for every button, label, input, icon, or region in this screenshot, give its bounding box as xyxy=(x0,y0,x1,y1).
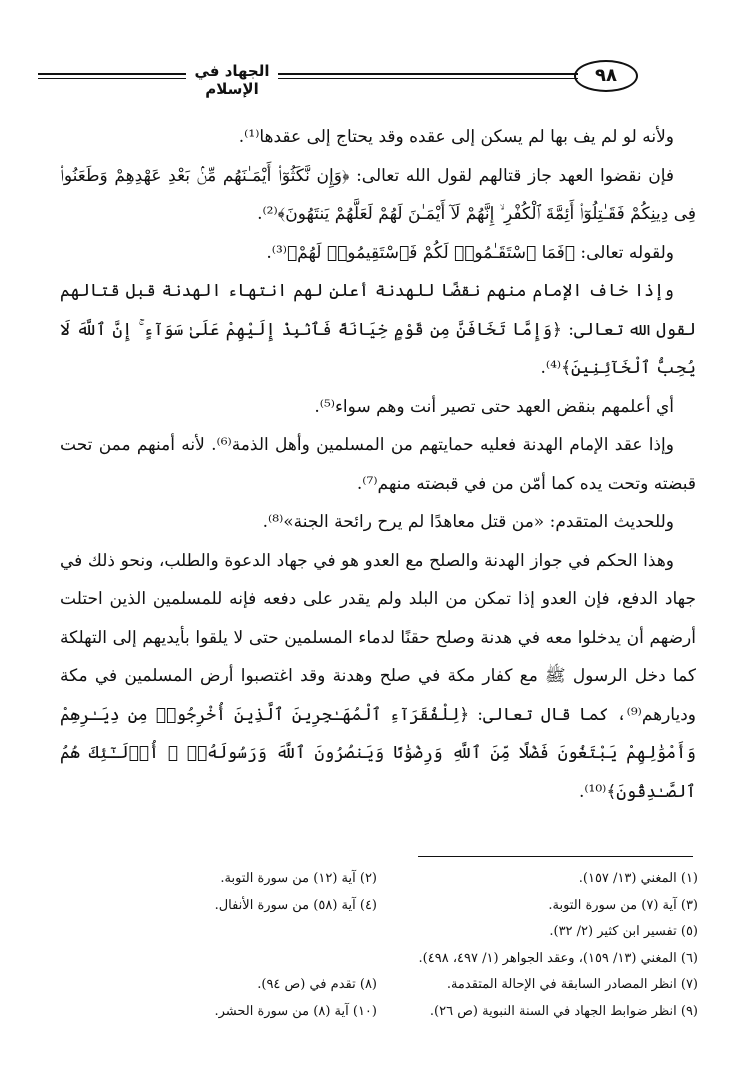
footnote-row xyxy=(56,972,698,999)
footnote-9: (٩) انظر ضوابط الجهاد في السنة النبوية (ص ٢٦). xyxy=(429,1003,698,1019)
footnote-2: (٢) آية (١٢) من سورة التوبة. xyxy=(220,871,377,886)
footnote-separator xyxy=(418,856,693,857)
paragraph-4: وإذا خاف الإمام منهم نقضًا للهدنة أعلن لهم انتهاء الهدنة قبل قتالهم لقول الله تعالى: ﴿وَإِمَّا تَخَافَنَّ مِن قَوْمٍ خِيَانَةً فَٱنۢبِذْ إِلَيْهِمْ عَلَىٰ سَوَآءٍ ۚ إِنَّ ٱللَّهَ لَا يُحِبُّ ٱلْخَآئِنِينَ﴾⁽⁴⁾. xyxy=(60,281,696,378)
paragraph-8: وهذا الحكم في جواز الهدنة والصلح مع العدو هو في جهاد الدعوة والطلب، ونحو ذلك في جهاد الدفع، فإن العدو إذا تمكن من البلد ولم يقدر على دفعه فإنه للمسلمين الذين احتلت أرضهم أن يدخلوا معه في هدنة وصلح حقنًا لدماء المسلمين حتى لا يلقوا بأيديهم إلى التهلكة كما دخل الرسول ﷺ مع كفار مكة في صلح وهدنة وقد اغتصبوا أرض المسلمين في مكة وديارهم⁽⁹⁾، كما قال تعالى: ﴿لِلْفُقَرَآءِ ٱلْمُهَـٰجِرِينَ ٱلَّذِينَ أُخْرِجُوا۟ مِن دِيَـٰرِهِمْ وَأَمْوَٰلِهِمْ يَبْتَغُونَ فَضْلًا مِّنَ ٱللَّهِ وَرِضْوَٰنًا وَيَنصُرُونَ ٱللَّهَ وَرَسُولَهُۥٓ ۚ أُو۟لَـٰٓئِكَ هُمُ ٱلصَّـٰدِقُونَ﴾⁽¹⁰⁾. xyxy=(60,550,696,802)
footnote-7: (٧) انظر المصادر السابقة في الإحالة المتقدمة. xyxy=(446,977,698,992)
paragraph-6: وإذا عقد الإمام الهدنة فعليه حمايتهم من المسلمين وأهل الذمة⁽⁶⁾. لأنه أمنهم ممن تحت قبضته وتحت يده كما أمّن من في قبضته منهم⁽⁷⁾. xyxy=(60,435,696,494)
header-rule-left xyxy=(38,73,186,79)
footnote-8: (٨) تقدم في (ص ٩٤). xyxy=(257,977,377,992)
paragraph-1: ولأنه لو لم يف بها لم يسكن إلى عقده وقد يحتاج إلى عقدها⁽¹⁾. xyxy=(238,127,674,147)
footnotes xyxy=(56,866,698,1025)
footnote-row xyxy=(56,893,698,920)
running-header xyxy=(38,60,714,96)
paragraph-5: أي أعلمهم بنقض العهد حتى تصير أنت وهم سواء⁽⁵⁾. xyxy=(314,396,674,417)
footnote-3: (٣) آية (٧) من سورة التوبة. xyxy=(548,897,698,913)
page-number: ٩٨ xyxy=(574,60,638,92)
paragraph-2: فإن نقضوا العهد جاز قتالهم لقول الله تعالى: ﴿وَإِن نَّكَثُوٓا۟ أَيْمَـٰنَهُم مِّنۢ بَعْدِ عَهْدِهِمْ وَطَعَنُوا۟ فِى دِينِكُمْ فَقَـٰتِلُوٓا۟ أَئِمَّةَ ٱلْكُفْرِ ۙ إِنَّهُمْ لَآ أَيْمَـٰنَ لَهُمْ لَعَلَّهُمْ يَنتَهُونَ﴾⁽²⁾. xyxy=(60,165,696,224)
header-rule-right xyxy=(278,73,578,79)
paragraph-7: وللحديث المتقدم: «من قتل معاهدًا لم يرح رائحة الجنة»⁽⁸⁾. xyxy=(262,512,674,532)
footnote-row xyxy=(56,999,698,1026)
main-text xyxy=(60,118,696,811)
footnote-row xyxy=(56,866,698,893)
book-title: الجهاد في الإسلام xyxy=(194,62,270,98)
footnote-1: (١) المغني (١٣/ ١٥٧). xyxy=(578,871,698,886)
footnote-5: (٥) تفسير ابن كثير (٢/ ٣٢). xyxy=(549,924,698,939)
footnote-6: (٦) المغني (١٣/ ١٥٩)، وعقد الجواهر (١/ ٤٩٧، ٤٩٨). xyxy=(418,950,698,966)
footnote-10: (١٠) آية (٨) من سورة الحشر. xyxy=(214,1003,377,1019)
footnote-4: (٤) آية (٥٨) من سورة الأنفال. xyxy=(214,897,377,913)
paragraph-3: ولقوله تعالى: ﴿فَمَا ٱسْتَقَـٰمُوا۟ لَكُمْ فَٱسْتَقِيمُوا۟ لَهُمْ﴾⁽³⁾. xyxy=(266,242,674,263)
